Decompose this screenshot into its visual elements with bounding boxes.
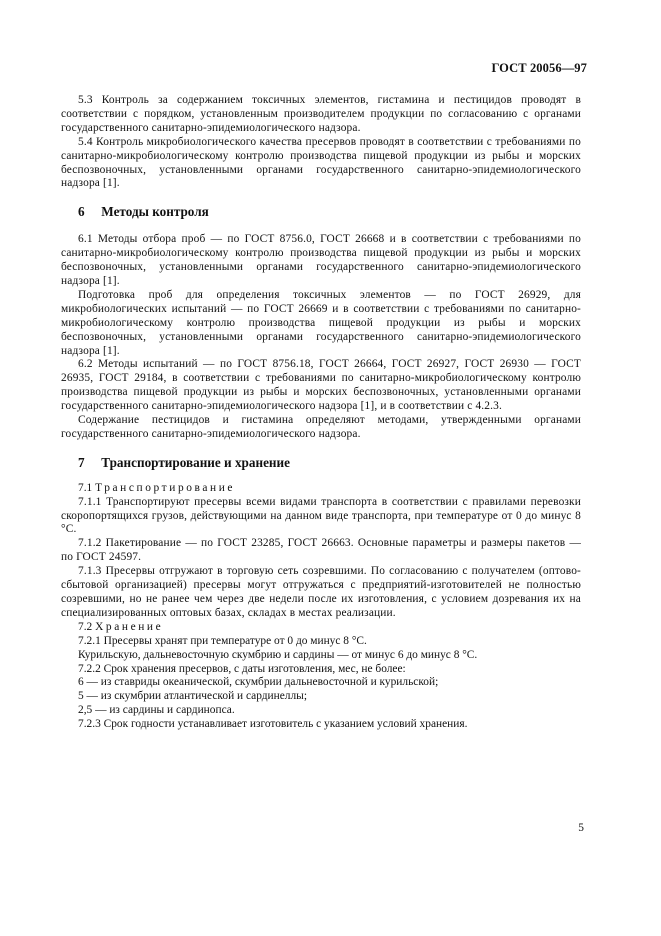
list-item-2-5-months: 2,5 — из сардины и сардинопса.: [78, 704, 235, 717]
subsection-number: 7.2: [78, 620, 93, 633]
paragraph-pesticides: Содержание пестицидов и гистамина определяют методами, утвержденными органами государственного санитарно-эпидемиологического надзора.: [61, 414, 581, 440]
paragraph-6-2: 6.2 Методы испытаний — по ГОСТ 8756.18, ГОСТ 26664, ГОСТ 26927, ГОСТ 26930 — ГОСТ 26935, ГОСТ 29184, в соответствии с требованиями по санитарно-микробиологическому контролю производства пищевой продукции из рыбы и морских беспозвоночных, установленными органами государственного санитарно-эпидемиологического надзора [1], и в соответствии с 4.2.3.: [61, 358, 581, 413]
paragraph-7-2-1: 7.2.1 Пресервы хранят при температуре от 0 до минус 8 °С.: [78, 634, 367, 647]
section-title: Транспортирование и хранение: [101, 454, 290, 470]
paragraph-7-1-3: 7.1.3 Пресервы отгружают в торговую сеть созревшими. По согласованию с получателем (оптово-сбытовой организацией) пресервы могут отгружаться с предприятий-изготовителей не полностью созревшими, но не ранее чем через две недели после их изготовления, с условием дозревания их на специализированных оптовых базах, складах в местах реализации.: [61, 565, 581, 619]
subsection-title: Хранение: [95, 620, 164, 633]
section-title: Методы контроля: [101, 204, 209, 220]
list-item-5-months: 5 — из скумбрии атлантической и сардинеллы;: [78, 690, 307, 703]
paragraph-sample-prep: Подготовка проб для определения токсичных элементов — по ГОСТ 26929, для микробиологических испытаний — по ГОСТ 26669 и в соответствии с требованиями по санитарно-микробиологическому контролю производства пищевой продукции из рыбы и морских беспозвоночных, установленными органами государственного санитарно-эпидемиологического надзора [1].: [61, 288, 581, 357]
paragraph-5-4: 5.4 Контроль микробиологического качества пресервов проводят в соответствии с требованиями по санитарно-микробиологическому контролю производства пищевой продукции из рыбы и морских беспозвоночных, установленными органами государственного санитарно-эпидемиологического надзора [1].: [61, 135, 581, 190]
page-body: [61, 94, 581, 732]
paragraph-kurile-mackerel: Курильскую, дальневосточную скумбрию и сардины — от минус 6 до минус 8 °С.: [78, 648, 478, 661]
paragraph-7-2-3: 7.2.3 Срок годности устанавливает изготовитель с указанием условий хранения.: [78, 718, 468, 731]
section-heading-7: [61, 456, 581, 470]
paragraph-7-1-1: 7.1.1 Транспортируют пресервы всеми видами транспорта в соответствии с правилами перевозки скоропортящихся грузов, действующими на данном виде транспорта, при температуре от 0 до минус 8 °С.: [61, 495, 581, 536]
page-number: 5: [578, 822, 584, 834]
subsection-number: 7.1: [78, 481, 93, 494]
paragraph-7-2-2: 7.2.2 Срок хранения пресервов, с даты изготовления, мес, не более:: [78, 662, 406, 675]
section-number: 6: [78, 204, 85, 220]
document-id-header: ГОСТ 20056—97: [491, 61, 587, 75]
subsection-heading-7-2: [61, 621, 581, 635]
paragraph-7-1-2: 7.1.2 Пакетирование — по ГОСТ 23285, ГОСТ 26663. Основные параметры и размеры пакетов — по ГОСТ 24597.: [61, 537, 581, 564]
subsection-heading-7-1: [61, 482, 581, 496]
paragraph-6-1: 6.1 Методы отбора проб — по ГОСТ 8756.0, ГОСТ 26668 и в соответствии с требованиями по санитарно-микробиологическому контролю производства пищевой продукции из рыбы и морских беспозвоночных, установленными органами государственного санитарно-эпидемиологического надзора [1].: [61, 233, 581, 287]
section-number: 7: [78, 454, 85, 470]
paragraph-5-3: 5.3 Контроль за содержанием токсичных элементов, гистамина и пестицидов проводят в соответствии с порядком, установленным производителем продукции по согласованию с органами государственного санитарно-эпидемиологического надзора.: [61, 94, 581, 134]
section-heading-6: [61, 205, 581, 219]
subsection-title: Транспортирование: [95, 481, 236, 494]
list-item-6-months: 6 — из ставриды океанической, скумбрии дальневосточной и курильской;: [78, 676, 439, 689]
